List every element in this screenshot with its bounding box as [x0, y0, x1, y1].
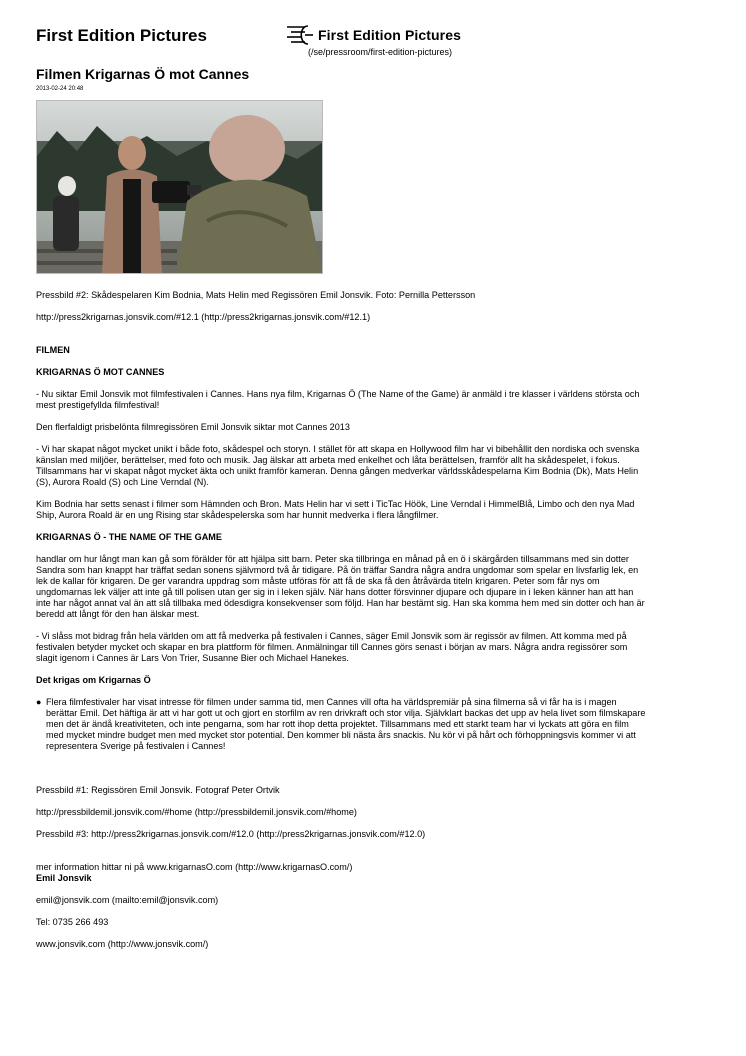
bullet-text: Flera filmfestivaler har visat intresse för filmen under samma tid, men Cannes vill ofta ha världspremiär på sina filmerna så vi får ha is i magen berättar Emil. Det häftiga är att vi har gott ut och gjort en storfilm av ren drivkraft och stor vilja. Självklart backas det upp av hela livet som filmskapare men det är ändå kreativiteten, och inte pengarna, som har rott ihop detta projektet. Tillsammans med ett starkt team har vi lyckats att göra en film med mycket mindre budget men med mycket stor potential. Den kommer bli nästa års snackis. Nu kör vi på hårt och förhoppningsvis kommer vi att representera Sverige på festivalen i Cannes!: [46, 697, 646, 751]
heading-det-krigas: Det krigas om Krigarnas Ö: [36, 675, 151, 685]
heading-filmen: FILMEN: [36, 345, 70, 355]
paragraph-actors: Kim Bodnia har setts senast i filmer som Hämnden och Bron. Mats Helin har vi sett i TicTac Höök, Line Verndal i HimmelBlå, Limbo och den nya Mad Ship, Aurora Roald är en ung Rising star skådespelerska som har hunnit medverka i flera långfilmer.: [36, 499, 635, 520]
publish-date: 2013-02-24 20:48: [36, 86, 84, 92]
paragraph-cannes-2013: Den flerfaldigt prisbelönta filmregissören Emil Jonsvik siktar mot Cannes 2013: [36, 422, 350, 432]
pressbild-1-link[interactable]: http://pressbildemil.jonsvik.com/#home (http://pressbildemil.jonsvik.com/#home): [36, 807, 357, 817]
more-info[interactable]: mer information hittar ni på www.krigarnasO.com (http://www.krigarnasO.com/): [36, 862, 353, 872]
site-title: First Edition Pictures: [36, 26, 207, 45]
article-title: Filmen Krigarnas Ö mot Cannes: [36, 66, 250, 82]
contact-name: Emil Jonsvik: [36, 873, 92, 883]
paragraph-intro: - Nu siktar Emil Jonsvik mot filmfestivalen i Cannes. Hans nya film, Krigarnas Ö (The Name of the Game) är anmäld i tre klasser i världens största och mest prestigefyllda filmfestival!: [36, 389, 640, 410]
paragraph-plot: handlar om hur långt man kan gå som förälder för att hjälpa sitt barn. Peter ska tillbringa en månad på en ö i skärgården tillsammans med sin dotter Sandra som han knappt har träffat sedan sonens självmord två år tidigare. På ön träffar Sandra några andra ungdomar som spelar en livsfarlig lek, en lek de kallar för krigaren. De ger varandra uppdrag som måste utföras för att få de ska få den åtråvärda titeln krigaren. Peter som får nys om ungdomarnas lek väljer att inte gå till polisen utan ger sig in i leken själv. När hans dotter försvinner djupare och djupare in i leken känner han att han inte har något annat val än att slå tillbaka med ödesdigra konsekvenser som följd. Han har bestämt sig. Han ska komma hem med sin dotter och han är beredd att långt för den han älskar mest.: [36, 554, 645, 619]
caption-link[interactable]: http://press2krigarnas.jonsvik.com/#12.1 (http://press2krigarnas.jonsvik.com/#12.1): [36, 312, 371, 322]
pressbild-1: Pressbild #1: Regissören Emil Jonsvik. Fotograf Peter Ortvik: [36, 785, 280, 795]
article-body: [36, 290, 648, 950]
heading-krigarnas-mot-cannes: KRIGARNAS Ö MOT CANNES: [36, 367, 165, 377]
pressbild-3[interactable]: Pressbild #3: http://press2krigarnas.jonsvik.com/#12.0 (http://press2krigarnas.jonsvik.com/#12.0): [36, 829, 426, 839]
logo-text: First Edition Pictures: [318, 27, 461, 43]
heading-name-of-the-game: KRIGARNAS Ö - THE NAME OF THE GAME: [36, 532, 222, 542]
paragraph-quote: - Vi har skapat något mycket unikt i både foto, skådespel och storyn. I stället för att skapa en Hollywood film har vi bibehållit den nordiska och svenska känslan med miljöer, berättelser, med foto och musik. Jag älskar att arbeta med enkelhet och låta berättelsen, framför allt ha skådespelet, i fokus. Tillsammans har vi skapat något mycket äkta och unikt framför kameran. Denna gången medverkar världsskådespelarna Kim Bodnia (Dk), Mats Helin (S), Aurora Roald (S) och Line Verndal (N).: [36, 444, 640, 487]
bullet-item: [36, 697, 648, 752]
contact-website[interactable]: www.jonsvik.com (http://www.jonsvik.com/): [36, 939, 209, 949]
contact-phone: Tel: 0735 266 493: [36, 917, 109, 927]
company-logo[interactable]: [286, 24, 461, 46]
pressroom-link[interactable]: (/se/pressroom/first-edition-pictures): [308, 47, 453, 57]
photo-caption: Pressbild #2: Skådespelaren Kim Bodnia, Mats Helin med Regissören Emil Jonsvik. Foto: Pernilla Pettersson: [36, 290, 476, 300]
press-photo-image: [37, 101, 322, 273]
first-edition-logo-icon: [286, 24, 314, 46]
bullet-icon: ●: [36, 697, 42, 707]
paragraph-festival: - Vi slåss mot bidrag från hela världen om att få medverka på festivalen i Cannes, säger Emil Jonsvik som är regissör av filmen. Att komma med på festivalen betyder mycket och skapar en bra plattform för filmen. Anmälningar till Cannes görs senast i början av mars. Några andra regissörer som slagit igenom i Cannes är Lars Von Trier, Susanne Bier och Michael Hanekes.: [36, 631, 628, 663]
contact-email[interactable]: emil@jonsvik.com (mailto:emil@jonsvik.com): [36, 895, 219, 905]
press-photo: [36, 100, 323, 274]
